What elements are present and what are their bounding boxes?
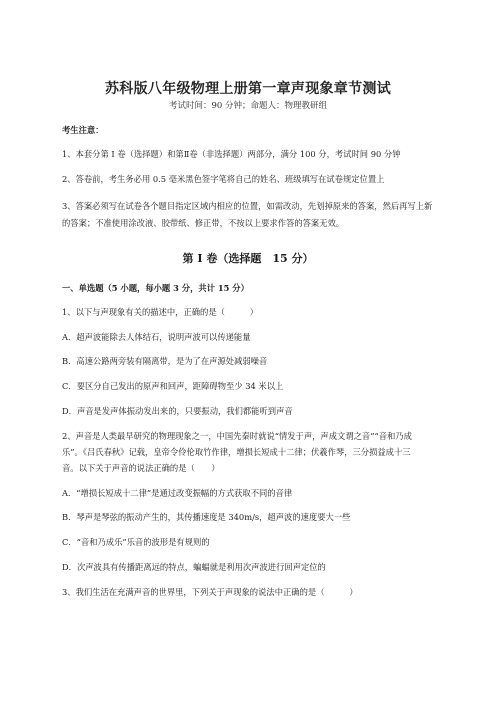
- question-2-option-d: D．次声波具有传播距离远的特点，蝙蝠就是利用次声波进行回声定位的: [62, 562, 326, 572]
- notice-item-3: 3、答案必须写在试卷各个题目指定区域内相应的位置，如需改动，先划掉原来的答案，然后再写上新: [62, 201, 433, 211]
- exam-subtitle: 考试时间：90 分钟；命题人：物理教研组: [168, 101, 328, 111]
- notice-item-2: 2、答卷前，考生务必用 0.5 毫米黑色签字笔将自己的姓名、班级填写在试卷规定位置上: [62, 174, 385, 184]
- question-2-stem-line-2: 乐”。《吕氏春秋》记载，皇帝令伶伦取竹作律，增损长短成十二律；伏羲作琴，三分损益成十三: [62, 447, 411, 457]
- question-1-stem: 1、以下与声现象有关的描述中，正确的是（ ）: [62, 307, 259, 317]
- question-2-option-b: B．琴声是琴弦的振动产生的，其传播速度是 340m/s，超声波的速度要大一些: [62, 512, 351, 522]
- notice-item-3-continued: 的答案；不准使用涂改液、胶带纸、修正带，不按以上要求作答的答案无效。: [62, 218, 345, 228]
- question-2-stem-line-3: 音。以下关于声音的说法正确的是（ ）: [62, 463, 220, 473]
- notice-item-1: 1、本套分第 I 卷（选择题）和第Ⅱ卷（非选择题）两部分，满分 100 分，考试时间 90 分钟: [62, 149, 401, 159]
- part1-title: 第 I 卷（选择题 15 分）: [182, 252, 314, 265]
- question-1-option-a: A．超声波能除去人体结石，说明声波可以传递能量: [62, 332, 251, 342]
- single-choice-heading: 一、单选题（5 小题，每小题 3 分，共计 15 分）: [62, 283, 249, 293]
- question-2-option-c: C．“音和乃成乐”乐音的波形是有规则的: [62, 537, 210, 547]
- question-1-option-c: C．要区分自己发出的原声和回声，距障碍物至少 34 米以上: [62, 381, 284, 391]
- question-3-stem: 3、我们生活在充满声音的世界里，下列关于声现象的说法中正确的是（ ）: [62, 587, 358, 597]
- exam-title: 苏科版八年级物理上册第一章声现象章节测试: [105, 81, 391, 97]
- question-2-stem-line-1: 2、声音是人类最早研究的物理现象之一，中国先秦时就说“情发于声，声成文谓之音”“音和乃成: [62, 431, 412, 441]
- notice-heading: 考生注意：: [62, 125, 104, 135]
- question-2-option-a: A．“增损长短成十二律”是通过改变振幅的方式获取不同的音律: [62, 488, 293, 498]
- question-1-option-d: D．声音是发声体振动发出来的，只要振动，我们都能听到声音: [62, 406, 293, 416]
- question-1-option-b: B．高速公路两旁装有隔离带，是为了在声源处减弱噪音: [62, 356, 268, 366]
